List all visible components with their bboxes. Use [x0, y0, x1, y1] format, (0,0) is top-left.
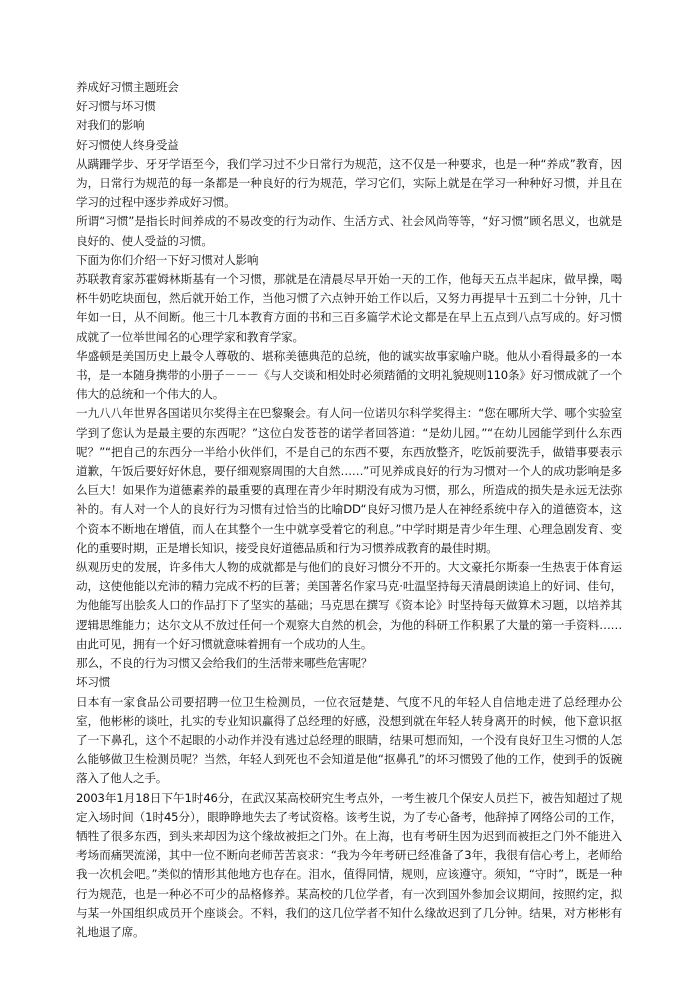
- heading-impact: 对我们的影响: [76, 118, 145, 133]
- paragraph-japan-inspector: 日本有一家食品公司要招聘一位卫生检测员，一位衣冠楚楚、气度不凡的年轻人自信地走进了总经理办公室，他彬彬的谈吐，扎实的专业知识赢得了总经理的好感，没想到就在年轻人转身离开的时候，他下意识抠了一下鼻孔，这个不起眼的小动作并没有逃过总经理的眼睛，结果可想而知，一个没有良好卫生习惯的人怎么能够做卫生检测员呢？当然，年轻人到死也不会知道是他“抠鼻孔”的坏习惯毁了他的工作，使到手的饭碗落入了他人之手。: [76, 694, 622, 786]
- heading-good-bad-habits: 好习惯与坏习惯: [76, 99, 156, 114]
- paragraph-washington: 华盛顿是美国历史上最令人尊敬的、堪称美德典范的总统，他的诚实故事家喻户晓。他从小看得最多的一本书，是一本随身携带的小册子－－－《与人交谈和相处时必须踏循的文明礼貌规则110条》好习惯成就了一个伟大的总统和一个伟大的人。: [76, 348, 622, 402]
- paragraph-intro-examples: 下面为你们介绍一下好习惯对人影响: [76, 252, 259, 267]
- paragraph-great-people: 纵观历史的发展，许多伟大人物的成就都是与他们的良好习惯分不开的。大文豪托尔斯泰一生热衷于体育运动，这使他能以充沛的精力完成不朽的巨著；美国著名作家马克·吐温坚持每天清晨朗读追上的好词、佳句，为他能写出脍炙人口的作品打下了坚实的基础；马克思在撰写《资本论》时坚持每天做算术习题，以培养其逻辑思维能力；达尔文从不放过任何一个观察大自然的机会，为他的科研工作积累了大量的第一手资料……由此可见，拥有一个好习惯就意味着拥有一个成功的人生。: [76, 560, 622, 651]
- paragraph-habit-definition: 所谓“习惯”是指长时间养成的不易改变的行为动作、生活方式、社会风尚等等，“好习惯”顾名思义，也就是良好的、使人受益的习惯。: [76, 214, 622, 248]
- paragraph-bad-habit-question: 那么，不良的行为习惯又会给我们的生活带来哪些危害呢？: [76, 656, 373, 671]
- paragraph-nobel-laureates: 一九八八年世界各国诺贝尔奖得主在巴黎聚会。有人问一位诺贝尔科学奖得主：“您在哪所大学、哪个实验室学到了您认为是最主要的东西呢？”这位白发苍苍的诺学者回答道：“是幼儿园。”“在幼儿园能学到什么东西呢？”“把自己的东西分一半给小伙伴们，不是自己的东西不要，东西放整齐，吃饭前要洗手，做错事要表示道歉，午饭后要好好休息，要仔细观察周围的大自然……”可见养成良好的行为习惯对一个人的成功影响是多么巨大！如果作为道德素养的最重要的真理在青少年时期没有成为习惯，那么，所造成的损失是永远无法弥补的。有人对一个人的良好行为习惯有过恰当的比喻DD“良好习惯乃是人在神经系统中存入的道德资本，这个资本不断地在增值，而人在其整个一生中就享受着它的利息。”中学时期是青少年生理、心理急剧发育、变化的重要时期，正是增长知识，接受良好道德品质和行为习惯养成教育的最佳时期。: [76, 406, 622, 555]
- doc-title: 养成好习惯主题班会: [76, 80, 179, 94]
- heading-bad-habits: 坏习惯: [76, 675, 111, 690]
- paragraph-sukhomlinsky: 苏联教育家苏霍姆林斯基有一个习惯，那就是在清晨尽早开始一天的工作，他每天五点半起床，做早操，喝杯牛奶吃块面包，然后就开始工作，当他习惯了六点钟开始工作以后，又努力再提早十五到二十分钟，几十年如一日，从不间断。他三十几本教育方面的书和三百多篇学术论文都是在早上五点到八点写成的。好习惯成就了一位举世闻名的心理学家和教育学家。: [76, 272, 622, 344]
- paragraph-exam-lateness: 2003年1月18日下午1时46分，在武汉某高校研究生考点外，一考生被几个保安人员拦下，被告知超过了规定入场时间（1时45分），眼睁睁地失去了考试资格。该考生说，为了专心备考，他辞掉了网络公司的工作，牺牲了很多东西，到头来却因为这个缘故被拒之门外。在上海，也有考研生因为迟到而被拒之门外不能进入考场而痛哭流涕，其中一位不断向老师苦苦哀求：“我为今年考研已经准备了3年，我很有信心考上，老师给我一次机会吧。”类似的情形其他地方也存在。泪水，值得同情，规则，应该遵守。须知，“守时”，既是一种行为规范，也是一种必不可少的品格修养。某高校的几位学者，有一次到国外参加会议期间，按照约定，拟与某一外国组织成员开个座谈会。不料，我们的这几位学者不知什么缘故迟到了几分钟。结果，对方彬彬有礼地退了席。: [76, 790, 622, 939]
- document-page: [76, 78, 622, 942]
- heading-lifelong-benefit: 好习惯使人终身受益: [76, 137, 179, 152]
- paragraph-norms: 从蹒跚学步、牙牙学语至今，我们学习过不少日常行为规范，这不仅是一种要求，也是一种“养成”教育，因为，日常行为规范的每一条都是一种良好的行为规范，学习它们，实际上就是在学习一种种好习惯，并且在学习的过程中逐步养成好习惯。: [76, 156, 622, 210]
